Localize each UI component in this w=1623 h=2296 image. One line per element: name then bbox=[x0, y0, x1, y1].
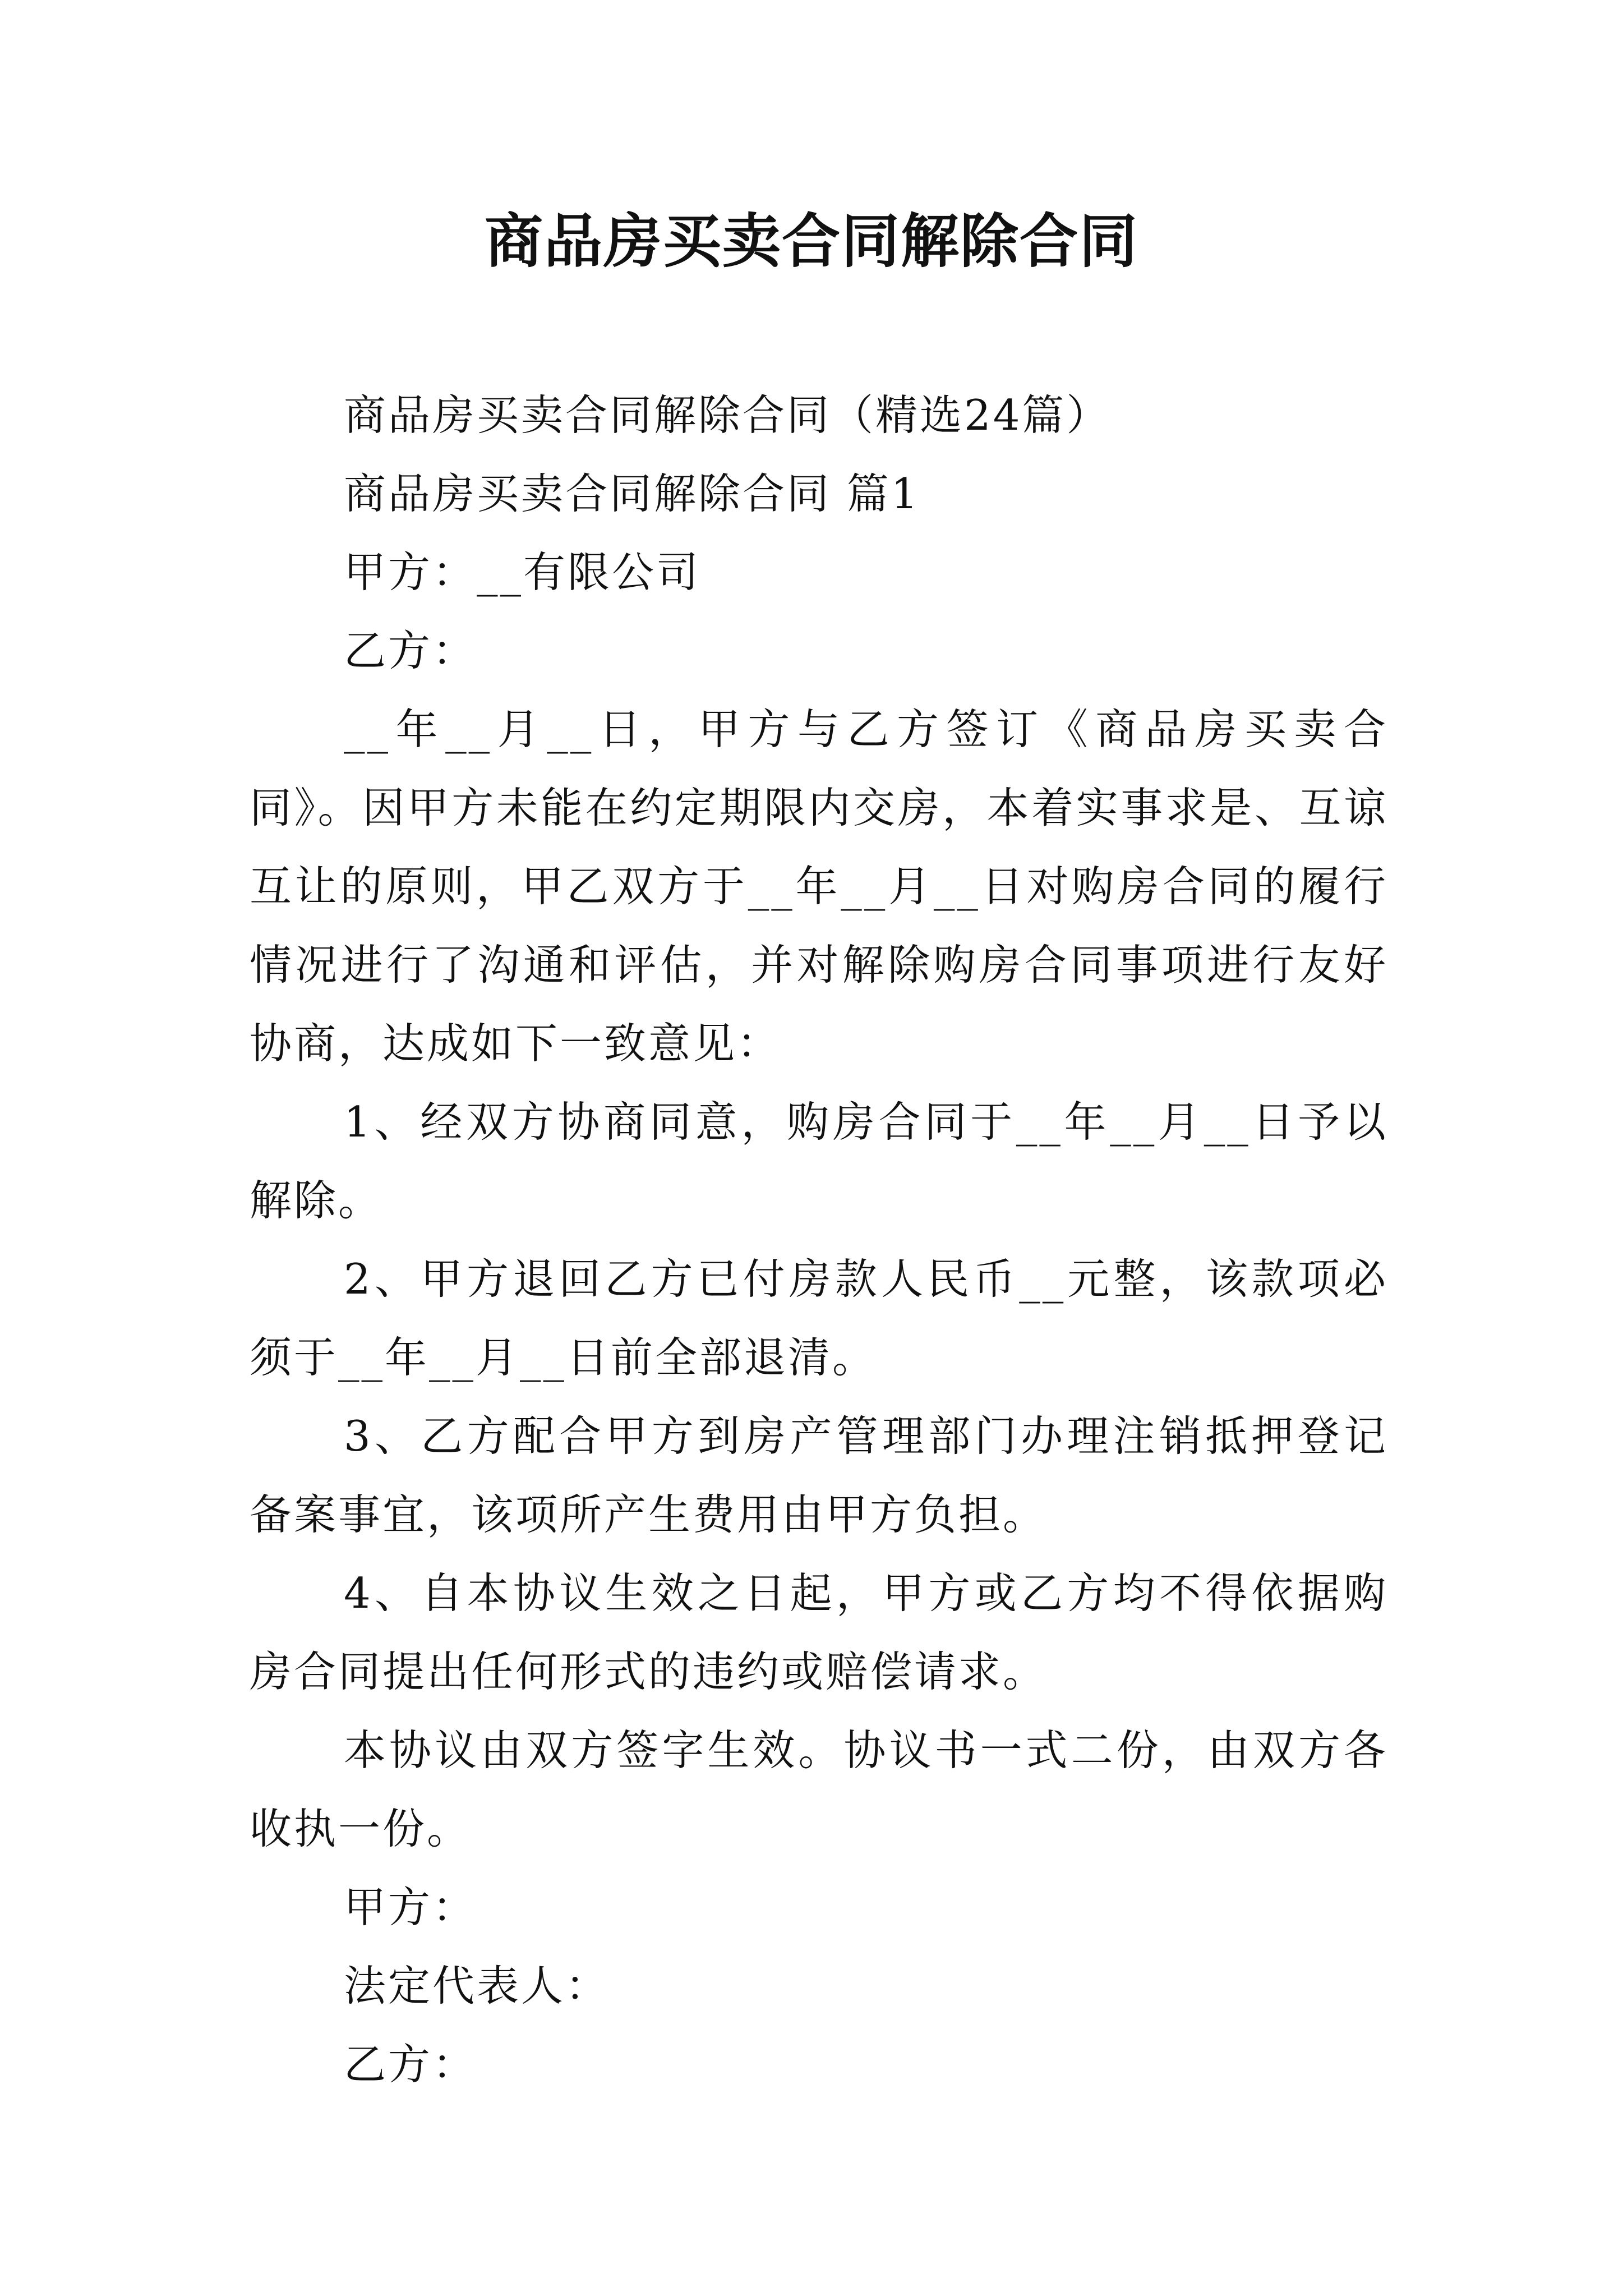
document-body bbox=[250, 376, 1388, 2104]
effective-clause: 本协议由双方签字生效。协议书一式二份，由双方各收执一份。 bbox=[250, 1726, 1388, 1853]
signature-party-b: 乙方： bbox=[344, 2040, 477, 2089]
party-a-line: 甲方：__有限公司 bbox=[344, 547, 701, 597]
signature-party-a: 甲方： bbox=[344, 1883, 477, 1932]
clause-2: 2、甲方退回乙方已付房款人民币__元整，该款项必须于__年__月__日前全部退清。 bbox=[250, 1254, 1388, 1382]
signature-legal-rep: 法定代表人： bbox=[344, 1961, 610, 2010]
article-heading: 商品房买卖合同解除合同 篇1 bbox=[344, 469, 920, 518]
clause-1: 1、经双方协商同意，购房合同于__年__月__日予以解除。 bbox=[250, 1097, 1388, 1225]
party-b-line: 乙方： bbox=[344, 626, 477, 675]
collection-heading: 商品房买卖合同解除合同（精选24篇） bbox=[344, 390, 1111, 440]
clause-3: 3、乙方配合甲方到房产管理部门办理注销抵押登记备案事宜，该项所产生费用由甲方负担。 bbox=[250, 1411, 1388, 1539]
preamble-paragraph: __年__月__日，甲方与乙方签订《商品房买卖合同》。因甲方未能在约定期限内交房，本着实事求是、互谅互让的原则，甲乙双方于__年__月__日对购房合同的履行情况进行了沟通和评估，并对解除购房合同事项进行友好协商，达成如下一致意见： bbox=[250, 705, 1388, 1068]
clause-4: 4、自本协议生效之日起，甲方或乙方均不得依据购房合同提出任何形式的违约或赔偿请求。 bbox=[250, 1568, 1388, 1696]
document-title: 商品房买卖合同解除合同 bbox=[484, 206, 1138, 275]
